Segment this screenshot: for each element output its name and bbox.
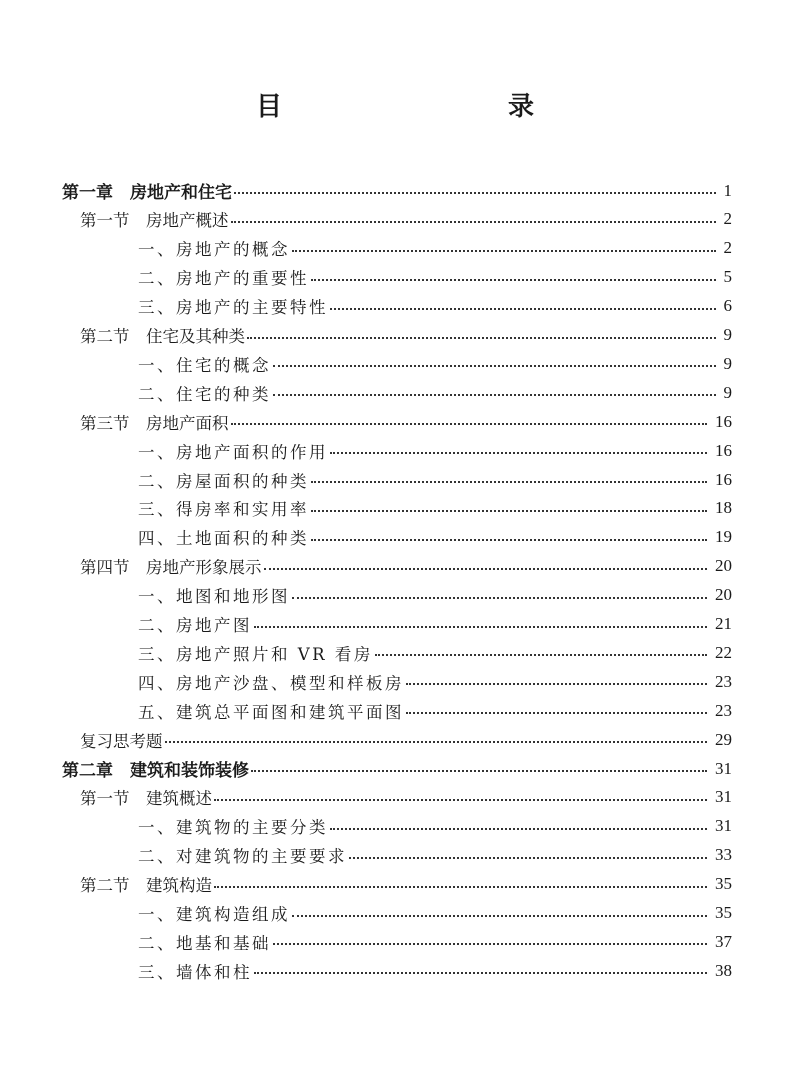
toc-entry-title: 二、住宅的种类	[138, 384, 271, 404]
toc-page-number: 31	[715, 816, 732, 836]
toc-entry-title: 三、房地产的主要特性	[138, 298, 328, 318]
dot-leader	[406, 712, 707, 714]
dot-leader	[292, 915, 707, 917]
toc-entry-section	[80, 552, 732, 581]
toc-entry-item	[138, 841, 732, 870]
toc-entry-item	[138, 436, 732, 465]
toc-entry-title: 四、房地产沙盘、模型和样板房	[138, 673, 404, 693]
toc-page-number: 20	[715, 585, 732, 605]
toc-entry-item	[138, 610, 732, 639]
dot-leader	[214, 799, 707, 801]
toc-page-number: 18	[715, 498, 732, 518]
dot-leader	[251, 770, 707, 772]
toc-entry-item	[138, 234, 732, 263]
toc-page-number: 16	[715, 440, 732, 460]
dot-leader	[311, 539, 707, 541]
toc-entry-title: 二、对建筑物的主要要求	[138, 847, 347, 867]
toc-entry-title: 一、房地产的概念	[138, 240, 290, 260]
dot-leader	[273, 394, 716, 396]
toc-page-number: 16	[715, 469, 732, 489]
toc-page-number: 1	[723, 180, 732, 200]
toc-entry-section	[80, 725, 732, 754]
toc-entry-title: 四、土地面积的种类	[138, 529, 309, 549]
dot-leader	[330, 308, 716, 310]
toc-entry-title: 一、住宅的概念	[138, 355, 271, 375]
toc-entry-title: 一、地图和地形图	[138, 587, 290, 607]
toc-page-number: 20	[715, 556, 732, 576]
toc-page-number: 21	[715, 614, 732, 633]
toc-entry-title: 二、房地产图	[138, 616, 252, 635]
toc-page-number: 29	[715, 729, 732, 749]
dot-leader	[231, 423, 708, 425]
toc-entry-item	[138, 378, 732, 407]
toc-entry-section	[80, 205, 732, 234]
dot-leader	[231, 221, 716, 223]
toc-entry-title: 二、房屋面积的种类	[138, 471, 309, 491]
toc-entry-title: 第二章 建筑和装饰装修	[62, 761, 249, 781]
dot-leader	[311, 481, 707, 483]
dot-leader	[349, 857, 707, 859]
toc-entry-item	[138, 292, 732, 321]
toc-page-number: 31	[715, 758, 732, 778]
toc-entry-item	[138, 638, 732, 667]
toc-page-number: 38	[715, 960, 732, 980]
toc-entry-title: 第三节 房地产面积	[80, 413, 229, 433]
toc-entry-chapter	[62, 754, 732, 783]
toc-entry-chapter	[62, 176, 732, 205]
dot-leader	[292, 250, 716, 252]
dot-leader	[273, 943, 707, 945]
toc-entry-item	[138, 696, 732, 725]
toc-page-number: 31	[715, 787, 732, 807]
toc-entry-title: 第二节 住宅及其种类	[80, 327, 245, 346]
dot-leader	[165, 741, 708, 743]
dot-leader	[311, 510, 707, 512]
toc-entry-title: 三、房地产照片和 VR 看房	[138, 644, 373, 664]
toc-entry-title: 二、房地产的重要性	[138, 269, 309, 289]
toc-entry-item	[138, 899, 732, 928]
dot-leader	[264, 568, 708, 570]
dot-leader	[330, 452, 707, 454]
toc-page-number: 19	[715, 527, 732, 547]
dot-leader	[254, 972, 707, 974]
dot-leader	[311, 279, 716, 281]
toc-entry-section	[80, 783, 732, 812]
toc-page-number: 22	[715, 642, 732, 662]
toc-entry-title: 一、建筑物的主要分类	[138, 818, 328, 838]
toc-entry-title: 三、墙体和柱	[138, 962, 252, 982]
toc-entry-item	[138, 667, 732, 696]
dot-leader	[254, 626, 707, 628]
toc-page-number: 9	[723, 382, 732, 402]
toc-page-number: 2	[723, 238, 732, 258]
toc-entry-title: 五、建筑总平面图和建筑平面图	[138, 702, 404, 722]
toc-page-number: 35	[715, 903, 732, 922]
page-title: 目 录	[255, 92, 592, 122]
toc-entry-title: 二、地基和基础	[138, 933, 271, 953]
toc-entry-item	[138, 812, 732, 841]
toc-page-number: 2	[723, 209, 732, 229]
toc-entry-title: 第一节 建筑概述	[80, 789, 212, 809]
toc-entry-item	[138, 927, 732, 956]
toc-entry-title: 三、得房率和实用率	[138, 500, 309, 520]
toc-entry-item	[138, 349, 732, 378]
toc-page-number: 5	[723, 267, 732, 287]
toc-entry-section	[80, 321, 732, 350]
toc-entry-item	[138, 956, 732, 985]
toc-entry-item	[138, 263, 732, 292]
toc-entry-section	[80, 870, 732, 899]
dot-leader	[214, 886, 707, 888]
toc-page-number: 35	[715, 874, 732, 894]
toc-page-number: 16	[715, 411, 732, 431]
toc-page-number: 23	[715, 671, 732, 691]
toc-entry-item	[138, 523, 732, 552]
dot-leader	[406, 683, 707, 685]
toc-entry-title: 复习思考题	[80, 731, 163, 751]
dot-leader	[292, 597, 707, 599]
toc-entry-item	[138, 465, 732, 494]
toc-page-number: 23	[715, 700, 732, 720]
toc-page-number: 6	[723, 296, 732, 316]
dot-leader	[273, 365, 716, 367]
toc-entry-title: 一、房地产面积的作用	[138, 442, 328, 462]
toc-entry-item	[138, 494, 732, 523]
toc-page-number: 9	[723, 353, 732, 373]
toc-entry-item	[138, 581, 732, 610]
toc-entry-section	[80, 407, 732, 436]
dot-leader	[330, 828, 707, 830]
dot-leader	[247, 337, 716, 339]
toc-entry-title: 第一节 房地产概述	[80, 211, 229, 231]
toc-page-number: 33	[715, 845, 732, 865]
toc-entry-title: 第二节 建筑构造	[80, 876, 212, 896]
toc-entry-title: 第四节 房地产形象展示	[80, 558, 262, 578]
toc-page-number: 37	[715, 931, 732, 951]
dot-leader	[234, 192, 716, 194]
toc-entry-title: 第一章 房地产和住宅	[62, 183, 232, 203]
toc-entry-title: 一、建筑构造组成	[138, 905, 290, 924]
dot-leader	[375, 654, 707, 656]
toc-page-number: 9	[723, 325, 732, 344]
